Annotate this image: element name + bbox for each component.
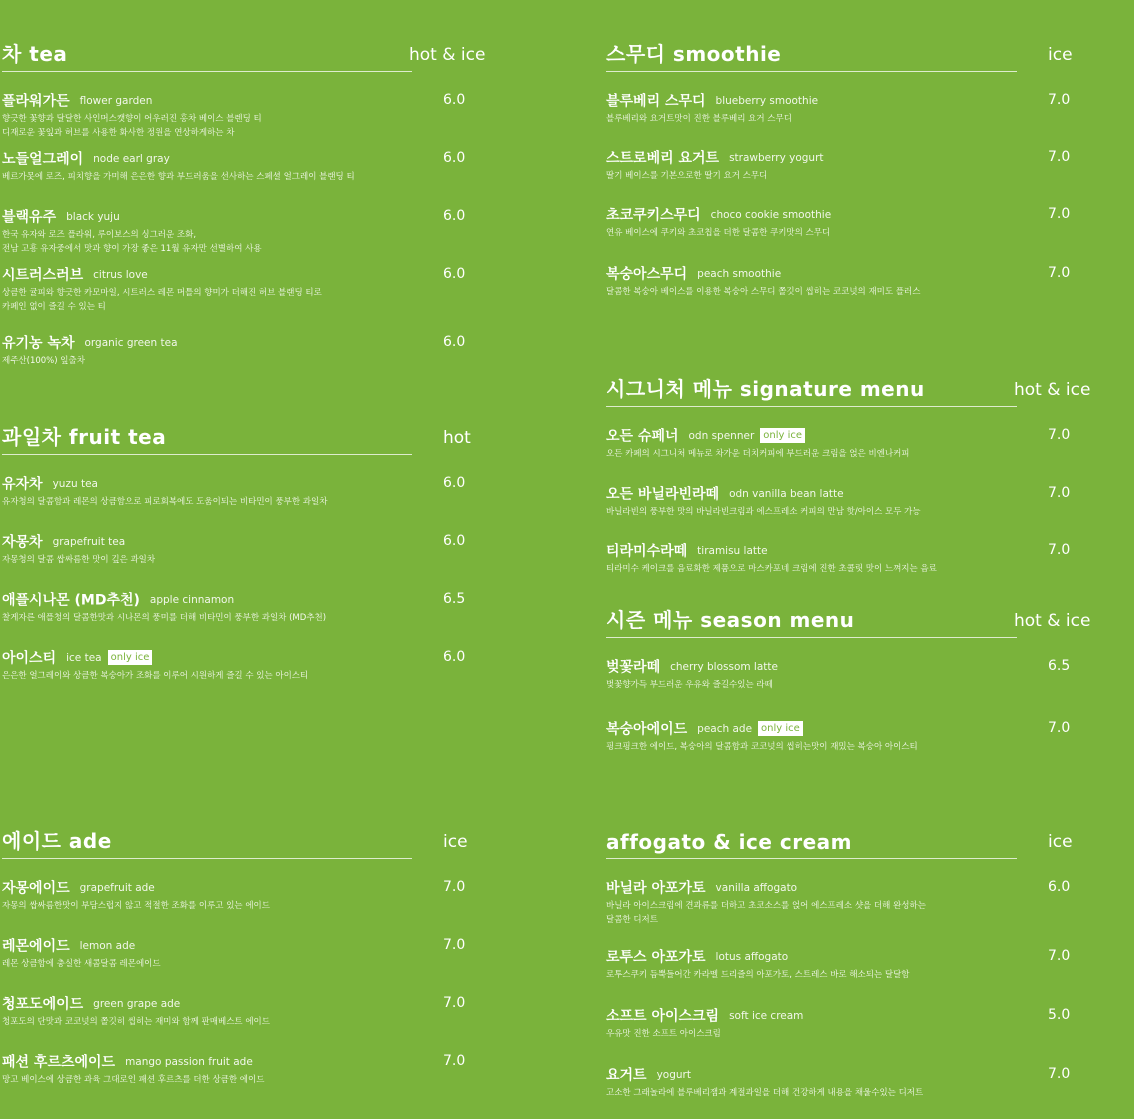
item-english-name: blueberry smoothie [715, 94, 819, 107]
item-price: 6.0 [443, 533, 466, 549]
menu-item [2, 589, 466, 647]
item-english-name: grapefruit ade [79, 881, 155, 894]
item-korean-name: 패션 후르츠에이드 [2, 1054, 116, 1071]
item-description: 딸기 베이스를 기본으로한 딸기 요거 스무디 [606, 171, 768, 181]
item-price: 7.0 [1048, 206, 1071, 222]
item-korean-name: 시트러스러브 [2, 267, 84, 284]
menu-item [606, 1064, 1071, 1104]
item-description: 디재로운 꽃잎과 허브를 사용한 화사한 정원을 연상하게하는 차 [2, 127, 235, 138]
menu-item-line [2, 264, 466, 286]
menu-item-line [2, 473, 466, 495]
item-description: 달콤한 디저트 [606, 914, 658, 925]
item-korean-name: 유자차 [2, 476, 43, 493]
item-korean-name: 소프트 아이스크림 [606, 1008, 720, 1025]
item-description: 향긋한 꽃향과 달달한 사인머스캣향이 어우러진 홍차 베이스 블렌딩 티 [2, 114, 262, 124]
menu-item [2, 993, 466, 1051]
item-korean-name: 자몽에이드 [2, 880, 70, 897]
menu-item [2, 264, 466, 332]
item-english-name: black yuju [66, 210, 120, 223]
item-english-name: cherry blossom latte [670, 660, 778, 673]
item-korean-name: 노들얼그레이 [2, 151, 84, 168]
item-price: 7.0 [1048, 485, 1071, 501]
menu-item-line [2, 993, 466, 1015]
menu-item-line [606, 425, 1071, 447]
item-description: 자몽청의 달콤 쌉싸름한 맛이 깊은 과일차 [2, 555, 156, 565]
menu-list [606, 877, 1071, 1104]
section-title: 과일차 fruit tea [2, 425, 167, 449]
only-ice-badge: only ice [108, 650, 153, 665]
item-korean-name: 레몬에이드 [2, 938, 70, 955]
section-header [606, 42, 1073, 72]
section-header [2, 425, 471, 455]
item-price: 6.0 [443, 475, 466, 491]
section-temperature: ice [443, 832, 468, 852]
item-description: 전남 고흥 유자중에서 맛과 향이 가장 좋은 11월 유자만 선별하여 사용 [2, 243, 262, 254]
menu-item-line [2, 589, 466, 611]
item-korean-name: 초코쿠키스무디 [606, 207, 701, 224]
menu-item [2, 473, 466, 531]
item-price: 7.0 [443, 937, 466, 953]
section-title: 차 tea [2, 42, 68, 66]
item-price: 7.0 [1048, 720, 1071, 736]
section-header [606, 829, 1073, 859]
menu-item-line [2, 531, 466, 553]
menu-item [2, 877, 466, 935]
item-english-name: yuzu tea [52, 477, 98, 490]
item-price: 7.0 [443, 995, 466, 1011]
item-price: 6.0 [443, 150, 466, 166]
section-title: 스무디 smoothie [606, 42, 782, 66]
item-description: 카페인 없이 즐길 수 있는 티 [2, 301, 106, 312]
item-english-name: citrus love [93, 268, 148, 281]
menu-item-line [606, 540, 1071, 562]
section-header [2, 42, 486, 72]
menu-list [2, 90, 466, 372]
menu-item-line [2, 148, 466, 170]
item-english-name: vanilla affogato [715, 881, 798, 894]
signature-section [606, 377, 1091, 580]
item-korean-name: 플라워가든 [2, 93, 70, 110]
item-english-name: ice tea [66, 651, 102, 664]
item-description: 바닐라 아이스크림에 견과류를 더하고 초코소스를 얹어 에스프레소 샷을 더해 완성하는 [606, 901, 926, 911]
menu-item-line [2, 332, 466, 354]
menu-item [2, 1051, 466, 1091]
menu-list [2, 877, 466, 1091]
menu-item-line [606, 656, 1071, 678]
menu-item-line [2, 935, 466, 957]
menu-item [2, 647, 466, 687]
menu-list [606, 90, 1071, 303]
item-price: 6.0 [443, 208, 466, 224]
item-english-name: odn spenner [688, 429, 755, 442]
item-price: 6.0 [443, 334, 466, 350]
item-korean-name: 블랙유주 [2, 209, 57, 226]
item-description: 베르가못에 로즈, 피치향을 가미해 은은한 향과 부드러움을 선사하는 스페셜 얼그레이 블랜딩 티 [2, 172, 355, 182]
item-english-name: apple cinnamon [149, 593, 235, 606]
item-description: 자몽의 쌉싸름한맛이 부담스럽지 않고 적절한 조화를 이루고 있는 에이드 [2, 901, 270, 911]
menu-item-line [606, 263, 1071, 285]
ade-section [2, 829, 468, 1091]
section-header [606, 377, 1091, 407]
item-english-name: flower garden [79, 94, 153, 107]
menu-item-line [606, 877, 1071, 899]
item-price: 6.5 [443, 591, 466, 607]
smoothie-section [606, 42, 1073, 303]
item-description: 제주산(100%) 잎출차 [2, 356, 85, 366]
item-price: 6.0 [443, 266, 466, 282]
menu-item [606, 656, 1071, 718]
item-description: 핑크핑크한 에이드, 복숭아의 달콤함과 코코넛의 씹히는맛이 재밌는 복숭아 아이스티 [606, 742, 918, 752]
menu-item-line [606, 483, 1071, 505]
item-korean-name: 오든 슈페너 [606, 428, 679, 445]
menu-item [2, 935, 466, 993]
item-price: 5.0 [1048, 1007, 1071, 1023]
item-description: 유자청의 달콤함과 레몬의 상큼함으로 피로회복에도 도움이되는 비타민이 풍부한 과일차 [2, 497, 328, 507]
item-price: 7.0 [1048, 427, 1071, 443]
item-english-name: peach smoothie [697, 267, 782, 280]
item-description: 은은한 얼그레이와 상큼한 복숭아가 조화를 이루어 시원하게 즐길 수 있는 아이스티 [2, 671, 309, 681]
tea-section [2, 42, 486, 372]
item-korean-name: 복숭아에이드 [606, 721, 688, 738]
menu-item [606, 718, 1071, 758]
item-description: 로투스쿠키 듬뿍들어간 카라멜 드리즐의 아포가토, 스트레스 바로 해소되는 달달함 [606, 970, 910, 980]
item-price: 7.0 [1048, 948, 1071, 964]
item-korean-name: 아이스티 [2, 650, 57, 667]
menu-item [606, 483, 1071, 540]
item-english-name: yogurt [656, 1068, 691, 1081]
item-korean-name: 오든 바닐라빈라떼 [606, 486, 720, 503]
section-header [2, 829, 468, 859]
item-korean-name: 요거트 [606, 1067, 647, 1084]
item-korean-name: 유기농 녹차 [2, 335, 75, 352]
menu-item-line [606, 204, 1071, 226]
item-description: 상큼한 귤피와 향긋한 카모마일, 시트러스 레몬 머틀의 향미가 더해진 허브 블랜딩 티로 [2, 288, 322, 298]
section-temperature: hot & ice [1014, 611, 1091, 631]
item-description: 고소한 그래놀라에 블루베리잼과 계절과일을 더해 건강하게 내용을 채울수있는 디저트 [606, 1088, 924, 1098]
item-price: 7.0 [1048, 92, 1071, 108]
only-ice-badge: only ice [760, 428, 805, 443]
menu-item [606, 877, 1071, 946]
menu-list [606, 425, 1071, 580]
item-price: 7.0 [443, 879, 466, 895]
item-description: 한국 유자와 로즈 플라워, 루이보스의 싱그러운 조화, [2, 230, 197, 240]
only-ice-badge: only ice [758, 721, 803, 736]
item-description: 망고 베이스에 상큼한 과육 그대로인 패션 후르츠를 더한 상큼한 에이드 [2, 1075, 265, 1085]
menu-item-line [606, 1064, 1071, 1086]
section-title: affogato & ice cream [606, 830, 852, 854]
item-english-name: green grape ade [93, 997, 181, 1010]
menu-item [606, 90, 1071, 147]
section-title: 시즌 메뉴 season menu [606, 608, 855, 632]
item-english-name: organic green tea [84, 336, 178, 349]
item-korean-name: 바닐라 아포가토 [606, 880, 706, 897]
item-korean-name: 청포도에이드 [2, 996, 84, 1013]
item-price: 7.0 [443, 1053, 466, 1069]
menu-item-line [606, 718, 1071, 740]
menu-item [606, 425, 1071, 483]
item-english-name: tiramisu latte [697, 544, 768, 557]
menu-item [606, 946, 1071, 1005]
item-price: 7.0 [1048, 542, 1071, 558]
menu-item-line [606, 946, 1071, 968]
item-english-name: odn vanilla bean latte [729, 487, 844, 500]
item-english-name: mango passion fruit ade [125, 1055, 253, 1068]
menu-list [2, 473, 466, 687]
menu-item-line [2, 90, 466, 112]
item-korean-name: 티라미수라떼 [606, 543, 688, 560]
menu-list [606, 656, 1071, 758]
section-temperature: hot [443, 428, 471, 448]
menu-item [2, 148, 466, 206]
item-description: 찰게자른 애플청의 달콤한맛과 시나몬의 풍미를 더해 비타민이 풍부한 과일차 (MD추천) [2, 613, 327, 623]
menu-item-line [606, 1005, 1071, 1027]
section-temperature: hot & ice [1014, 380, 1091, 400]
item-english-name: peach ade [697, 722, 753, 735]
season-section [606, 608, 1091, 758]
item-english-name: soft ice cream [729, 1009, 804, 1022]
menu-item [2, 332, 466, 372]
menu-item-line [2, 206, 466, 228]
affogato-section [606, 829, 1073, 1104]
section-title: 에이드 ade [2, 829, 112, 853]
item-description: 연유 베이스에 쿠키와 초코칩을 더한 달콤한 쿠키맛의 스무디 [606, 228, 831, 238]
item-price: 6.0 [443, 92, 466, 108]
item-korean-name: 블루베리 스무디 [606, 93, 706, 110]
section-temperature: ice [1048, 832, 1073, 852]
section-title: 시그니처 메뉴 signature menu [606, 377, 925, 401]
item-english-name: strawberry yogurt [729, 151, 824, 164]
item-description: 레몬 상큼함에 충실한 새콤달콤 레몬에이드 [2, 959, 161, 969]
item-english-name: choco cookie smoothie [710, 208, 832, 221]
item-korean-name: 애플시나몬 (MD추천) [2, 592, 140, 609]
item-description: 바닐라빈의 풍부한 맛의 바닐라빈크림과 에스프레소 커피의 만남 핫/아이스 모두 가능 [606, 507, 921, 517]
section-temperature: hot & ice [409, 45, 486, 65]
item-english-name: lotus affogato [715, 950, 789, 963]
menu-item [2, 206, 466, 264]
item-korean-name: 벚꽃라떼 [606, 659, 661, 676]
fruit-tea-section [2, 425, 471, 687]
menu-item [606, 540, 1071, 580]
menu-item-line [2, 1051, 466, 1073]
item-description: 달콤한 복숭아 베이스를 이용한 복숭아 스무디 쫄깃이 씹히는 코코넛의 재미도 플러스 [606, 287, 921, 297]
menu-item [2, 90, 466, 148]
item-price: 7.0 [1048, 149, 1071, 165]
item-korean-name: 자몽차 [2, 534, 43, 551]
item-price: 6.5 [1048, 658, 1071, 674]
menu-item-line [606, 90, 1071, 112]
item-korean-name: 스트로베리 요거트 [606, 150, 720, 167]
section-header [606, 608, 1091, 638]
item-price: 6.0 [1048, 879, 1071, 895]
item-description: 청포도의 단맛과 코코넛의 쫄깃히 씹히는 재미와 함께 판매베스트 에이드 [2, 1017, 270, 1027]
menu-item [606, 1005, 1071, 1064]
menu-item-line [2, 877, 466, 899]
menu-item-line [606, 147, 1071, 169]
item-english-name: lemon ade [79, 939, 136, 952]
item-description: 오든 카페의 시그니처 메뉴로 차가운 더치커피에 부드러운 크림을 얹은 비엔나커피 [606, 449, 910, 459]
item-description: 티라미수 케이크를 음료화한 제품으로 마스카포네 크림에 진한 초콜릿 맛이 느껴지는 음료 [606, 564, 937, 574]
item-description: 벚꽃향가득 부드러운 우유와 즐길수있는 라떼 [606, 680, 773, 690]
menu-item-line [2, 647, 466, 669]
section-temperature: ice [1048, 45, 1073, 65]
menu-item [606, 263, 1071, 303]
menu-item [606, 204, 1071, 263]
item-price: 6.0 [443, 649, 466, 665]
item-english-name: node earl gray [93, 152, 170, 165]
menu-item [606, 147, 1071, 204]
item-description: 블루베리와 요거트맛이 진한 블루베리 요거 스무디 [606, 114, 792, 124]
item-price: 7.0 [1048, 265, 1071, 281]
menu-item [2, 531, 466, 589]
item-description: 우유맛 진한 소프트 아이스크림 [606, 1029, 721, 1039]
item-korean-name: 로투스 아포가토 [606, 949, 706, 966]
item-price: 7.0 [1048, 1066, 1071, 1082]
item-korean-name: 복숭아스무디 [606, 266, 688, 283]
item-english-name: grapefruit tea [52, 535, 126, 548]
